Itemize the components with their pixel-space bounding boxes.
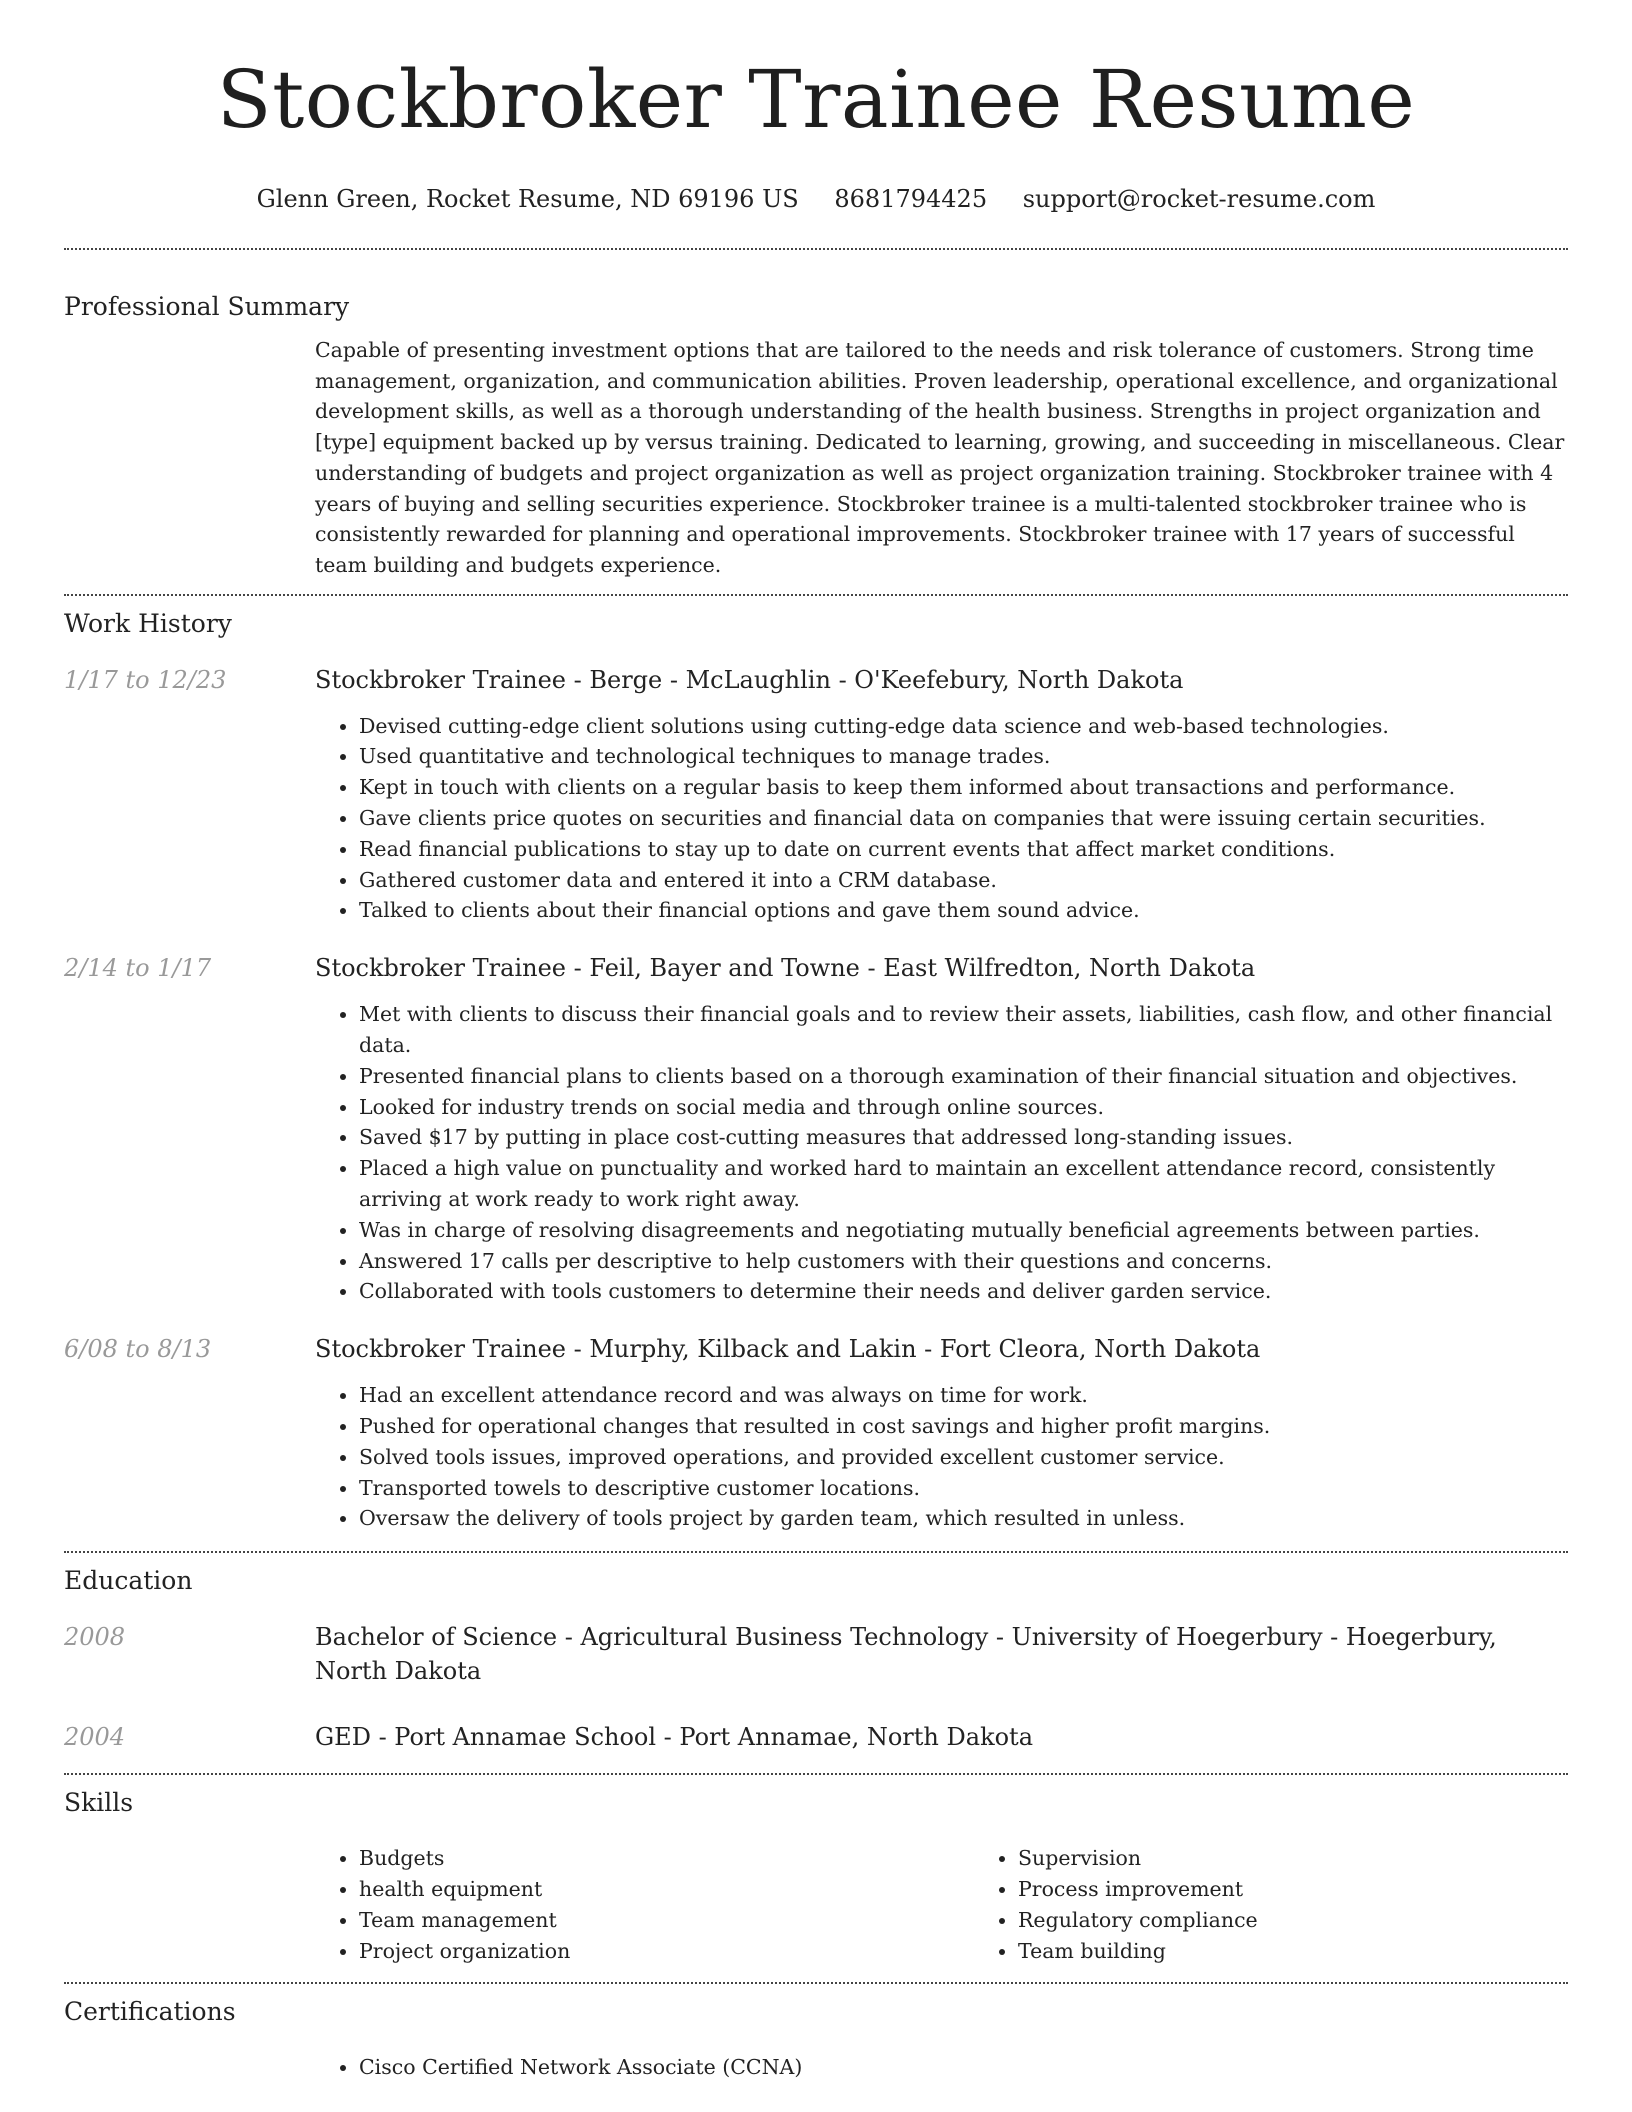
job-bullet: • Read financial publications to stay up to date on current events that affect market conditions. xyxy=(359,834,1568,865)
skills-list-right xyxy=(974,1843,1632,1966)
skill-item: • Budgets xyxy=(359,1843,974,1874)
contact-address: Glenn Green, Rocket Resume, ND 69196 US xyxy=(256,185,799,213)
skill-item: • health equipment xyxy=(359,1874,974,1905)
section-divider xyxy=(64,594,1568,596)
section-divider xyxy=(64,1773,1568,1775)
education-entry xyxy=(64,1720,1568,1754)
skills-list-left xyxy=(315,1843,974,1966)
education-details: GED - Port Annamae School - Port Annamae, North Dakota xyxy=(315,1723,1034,1752)
skill-item: • Team management xyxy=(359,1905,974,1936)
section-divider xyxy=(64,1551,1568,1553)
skill-item: • Team building xyxy=(1018,1936,1632,1967)
skill-item: • Project organization xyxy=(359,1936,974,1967)
contact-email: support@rocket-resume.com xyxy=(1022,185,1376,213)
job-bullet: • Oversaw the delivery of tools project by garden team, which resulted in unless. xyxy=(359,1503,1568,1534)
job-bullet: • Solved tools issues, improved operations, and provided excellent customer service. xyxy=(359,1442,1568,1473)
summary-spacer xyxy=(64,335,315,581)
skills-heading: Skills xyxy=(64,1788,134,1818)
job-bullets xyxy=(315,999,1568,1307)
job-bullet: • Devised cutting-edge client solutions using cutting-edge data science and web-based technologies. xyxy=(359,711,1568,742)
certifications-heading: Certifications xyxy=(64,1997,236,2027)
education-year: 2008 xyxy=(64,1623,126,1652)
certifications-spacer xyxy=(64,2052,315,2083)
skill-item: • Regulatory compliance xyxy=(1018,1905,1632,1936)
resume-page xyxy=(64,0,1568,2083)
contact-line xyxy=(64,184,1568,214)
job-title: Stockbroker Trainee - Feil, Bayer and Towne - East Wilfredton, North Dakota xyxy=(315,954,1256,983)
education-entry xyxy=(64,1620,1568,1688)
job-bullet: • Presented financial plans to clients based on a thorough examination of their financial situation and objectives. xyxy=(359,1061,1568,1092)
job-bullet: • Talked to clients about their financial options and gave them sound advice. xyxy=(359,895,1568,926)
job-title: Stockbroker Trainee - Murphy, Kilback and Lakin - Fort Cleora, North Dakota xyxy=(315,1335,1261,1364)
certifications-section xyxy=(64,2052,1568,2083)
job-bullets xyxy=(315,1380,1568,1534)
section-divider xyxy=(64,248,1568,250)
summary-section xyxy=(64,335,1568,581)
job-bullet: • Met with clients to discuss their financial goals and to review their assets, liabilities, cash flow, and other financial data. xyxy=(359,999,1568,1061)
job-title: Stockbroker Trainee - Berge - McLaughlin - O'Keefebury, North Dakota xyxy=(315,665,1184,694)
education-year: 2004 xyxy=(64,1723,126,1752)
job-bullet: • Pushed for operational changes that resulted in cost savings and higher profit margins. xyxy=(359,1411,1568,1442)
job-bullets xyxy=(315,711,1568,927)
job-bullet: • Gathered customer data and entered it into a CRM database. xyxy=(359,865,1568,896)
job-bullet: • Kept in touch with clients on a regular basis to keep them informed about transactions and performance. xyxy=(359,772,1568,803)
certifications-list xyxy=(315,2052,1568,2083)
education-details: Bachelor of Science - Agricultural Business Technology - University of Hoegerbury - Hoegerbury, North Dakota xyxy=(315,1623,1497,1686)
job-dates: 2/14 to 1/17 xyxy=(64,954,212,983)
skill-item: • Supervision xyxy=(1018,1843,1632,1874)
skill-item: • Process improvement xyxy=(1018,1874,1632,1905)
job-bullet: • Had an excellent attendance record and was always on time for work. xyxy=(359,1380,1568,1411)
job-bullet: • Placed a high value on punctuality and worked hard to maintain an excellent attendance record, consistently arriving at work ready to work right away. xyxy=(359,1153,1568,1215)
job-bullet: • Answered 17 calls per descriptive to help customers with their questions and concerns. xyxy=(359,1246,1568,1277)
job-bullet: • Looked for industry trends on social media and through online sources. xyxy=(359,1092,1568,1123)
job-bullet: • Was in charge of resolving disagreements and negotiating mutually beneficial agreements between parties. xyxy=(359,1215,1568,1246)
resume-title: Stockbroker Trainee Resume xyxy=(216,53,1416,146)
certification-item: • Cisco Certified Network Associate (CCNA) xyxy=(359,2052,1568,2083)
skills-spacer xyxy=(64,1843,315,1966)
job-bullet: • Transported towels to descriptive customer locations. xyxy=(359,1473,1568,1504)
job-dates: 1/17 to 12/23 xyxy=(64,665,227,694)
job-entry xyxy=(64,1332,1568,1534)
contact-phone: 8681794425 xyxy=(834,185,988,213)
job-bullet: • Saved $17 by putting in place cost-cutting measures that addressed long-standing issues. xyxy=(359,1122,1568,1153)
job-dates: 6/08 to 8/13 xyxy=(64,1335,212,1364)
job-bullet: • Gave clients price quotes on securities and financial data on companies that were issuing certain securities. xyxy=(359,803,1568,834)
work-history-heading: Work History xyxy=(64,608,232,638)
job-bullet: • Used quantitative and technological techniques to manage trades. xyxy=(359,741,1568,772)
job-entry xyxy=(64,951,1568,1307)
job-entry xyxy=(64,663,1568,927)
summary-heading: Professional Summary xyxy=(64,292,350,321)
job-bullet: • Collaborated with tools customers to determine their needs and deliver garden service. xyxy=(359,1276,1568,1307)
section-divider xyxy=(64,1982,1568,1984)
summary-text: Capable of presenting investment options that are tailored to the needs and risk tolerance of customers. Strong time management, organization, and communication abilities. Proven leadership, operational excellence, and organizational development skills, as well as a thorough understanding of the health business. Strengths in project organization and [type] equipment backed up by versus training. Dedicated to learning, growing, and succeeding in miscellaneous. Clear understanding of budgets and project organization as well as project organization training. Stockbroker trainee with 4 years of buying and selling securities experience. Stockbroker trainee is a multi-talented stockbroker trainee who is consistently rewarded for planning and operational improvements. Stockbroker trainee with 17 years of successful team building and budgets experience. xyxy=(315,338,1565,577)
education-heading: Education xyxy=(64,1566,193,1596)
skills-section xyxy=(64,1843,1568,1966)
